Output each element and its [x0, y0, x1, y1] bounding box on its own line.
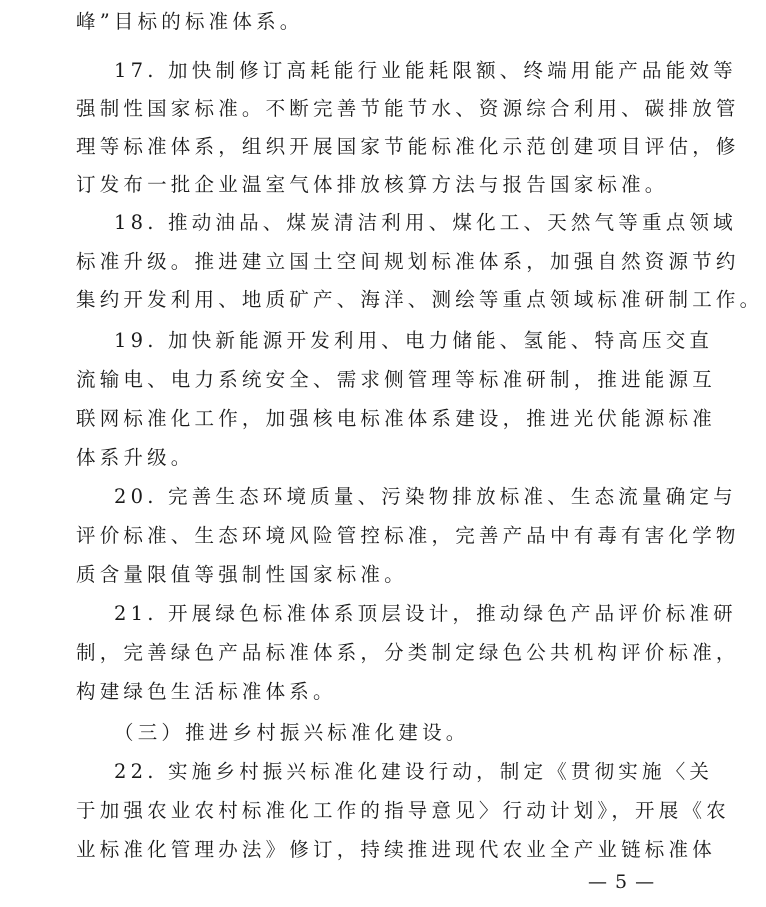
- text-line: 订发布一批企业温室气体排放核算方法与报告国家标准。: [76, 173, 669, 196]
- text-line: 于加强农业农村标准化工作的指导意见〉行动计划》，开展《农: [76, 799, 730, 822]
- text-line: 体系升级。: [76, 446, 195, 469]
- text-line: 联网标准化工作，加强核电标准体系建设，推进光伏能源标准: [76, 407, 716, 430]
- page-number: — 5 —: [588, 871, 656, 893]
- text-line: 质含量限值等强制性国家标准。: [76, 563, 408, 586]
- item-17-line: 17. 加快制修订高耗能行业能耗限额、终端用能产品能效等: [114, 59, 737, 82]
- text-line: 流输电、电力系统安全、需求侧管理等标准研制，推进能源互: [76, 368, 716, 391]
- text-line: 强制性国家标准。不断完善节能节水、资源综合利用、碳排放管: [76, 97, 740, 120]
- item-20-line: 20. 完善生态环境质量、污染物排放标准、生态流量确定与: [114, 485, 737, 508]
- text-line: 制，完善绿色产品标准体系，分类制定绿色公共机构评价标准，: [76, 641, 740, 664]
- item-19-line: 19. 加快新能源开发利用、电力储能、氢能、特高压交直: [114, 329, 714, 352]
- text-line: 业标准化管理办法》修订，持续推进现代农业全产业链标准体: [76, 838, 716, 861]
- item-21-line: 21. 开展绿色标准体系顶层设计，推动绿色产品评价标准研: [114, 602, 737, 625]
- text-line: 理等标准体系，组织开展国家节能标准化示范创建项目评估，修: [76, 135, 740, 158]
- text-line: 峰”目标的标准体系。: [76, 10, 304, 33]
- text-line: 评价标准、生态环境风险管控标准，完善产品中有毒有害化学物: [76, 524, 740, 547]
- text-line: 集约开发利用、地质矿产、海洋、测绘等重点领域标准研制工作。: [76, 288, 764, 311]
- section-heading: （三）推进乡村振兴标准化建设。: [114, 721, 470, 744]
- item-18-line: 18. 推动油品、煤炭清洁利用、煤化工、天然气等重点领域: [114, 211, 737, 234]
- text-line: 构建绿色生活标准体系。: [76, 680, 337, 703]
- text-line: 标准升级。推进建立国土空间规划标准体系，加强自然资源节约: [76, 250, 740, 273]
- item-22-line: 22. 实施乡村振兴标准化建设行动，制定《贯彻实施〈关: [114, 760, 714, 783]
